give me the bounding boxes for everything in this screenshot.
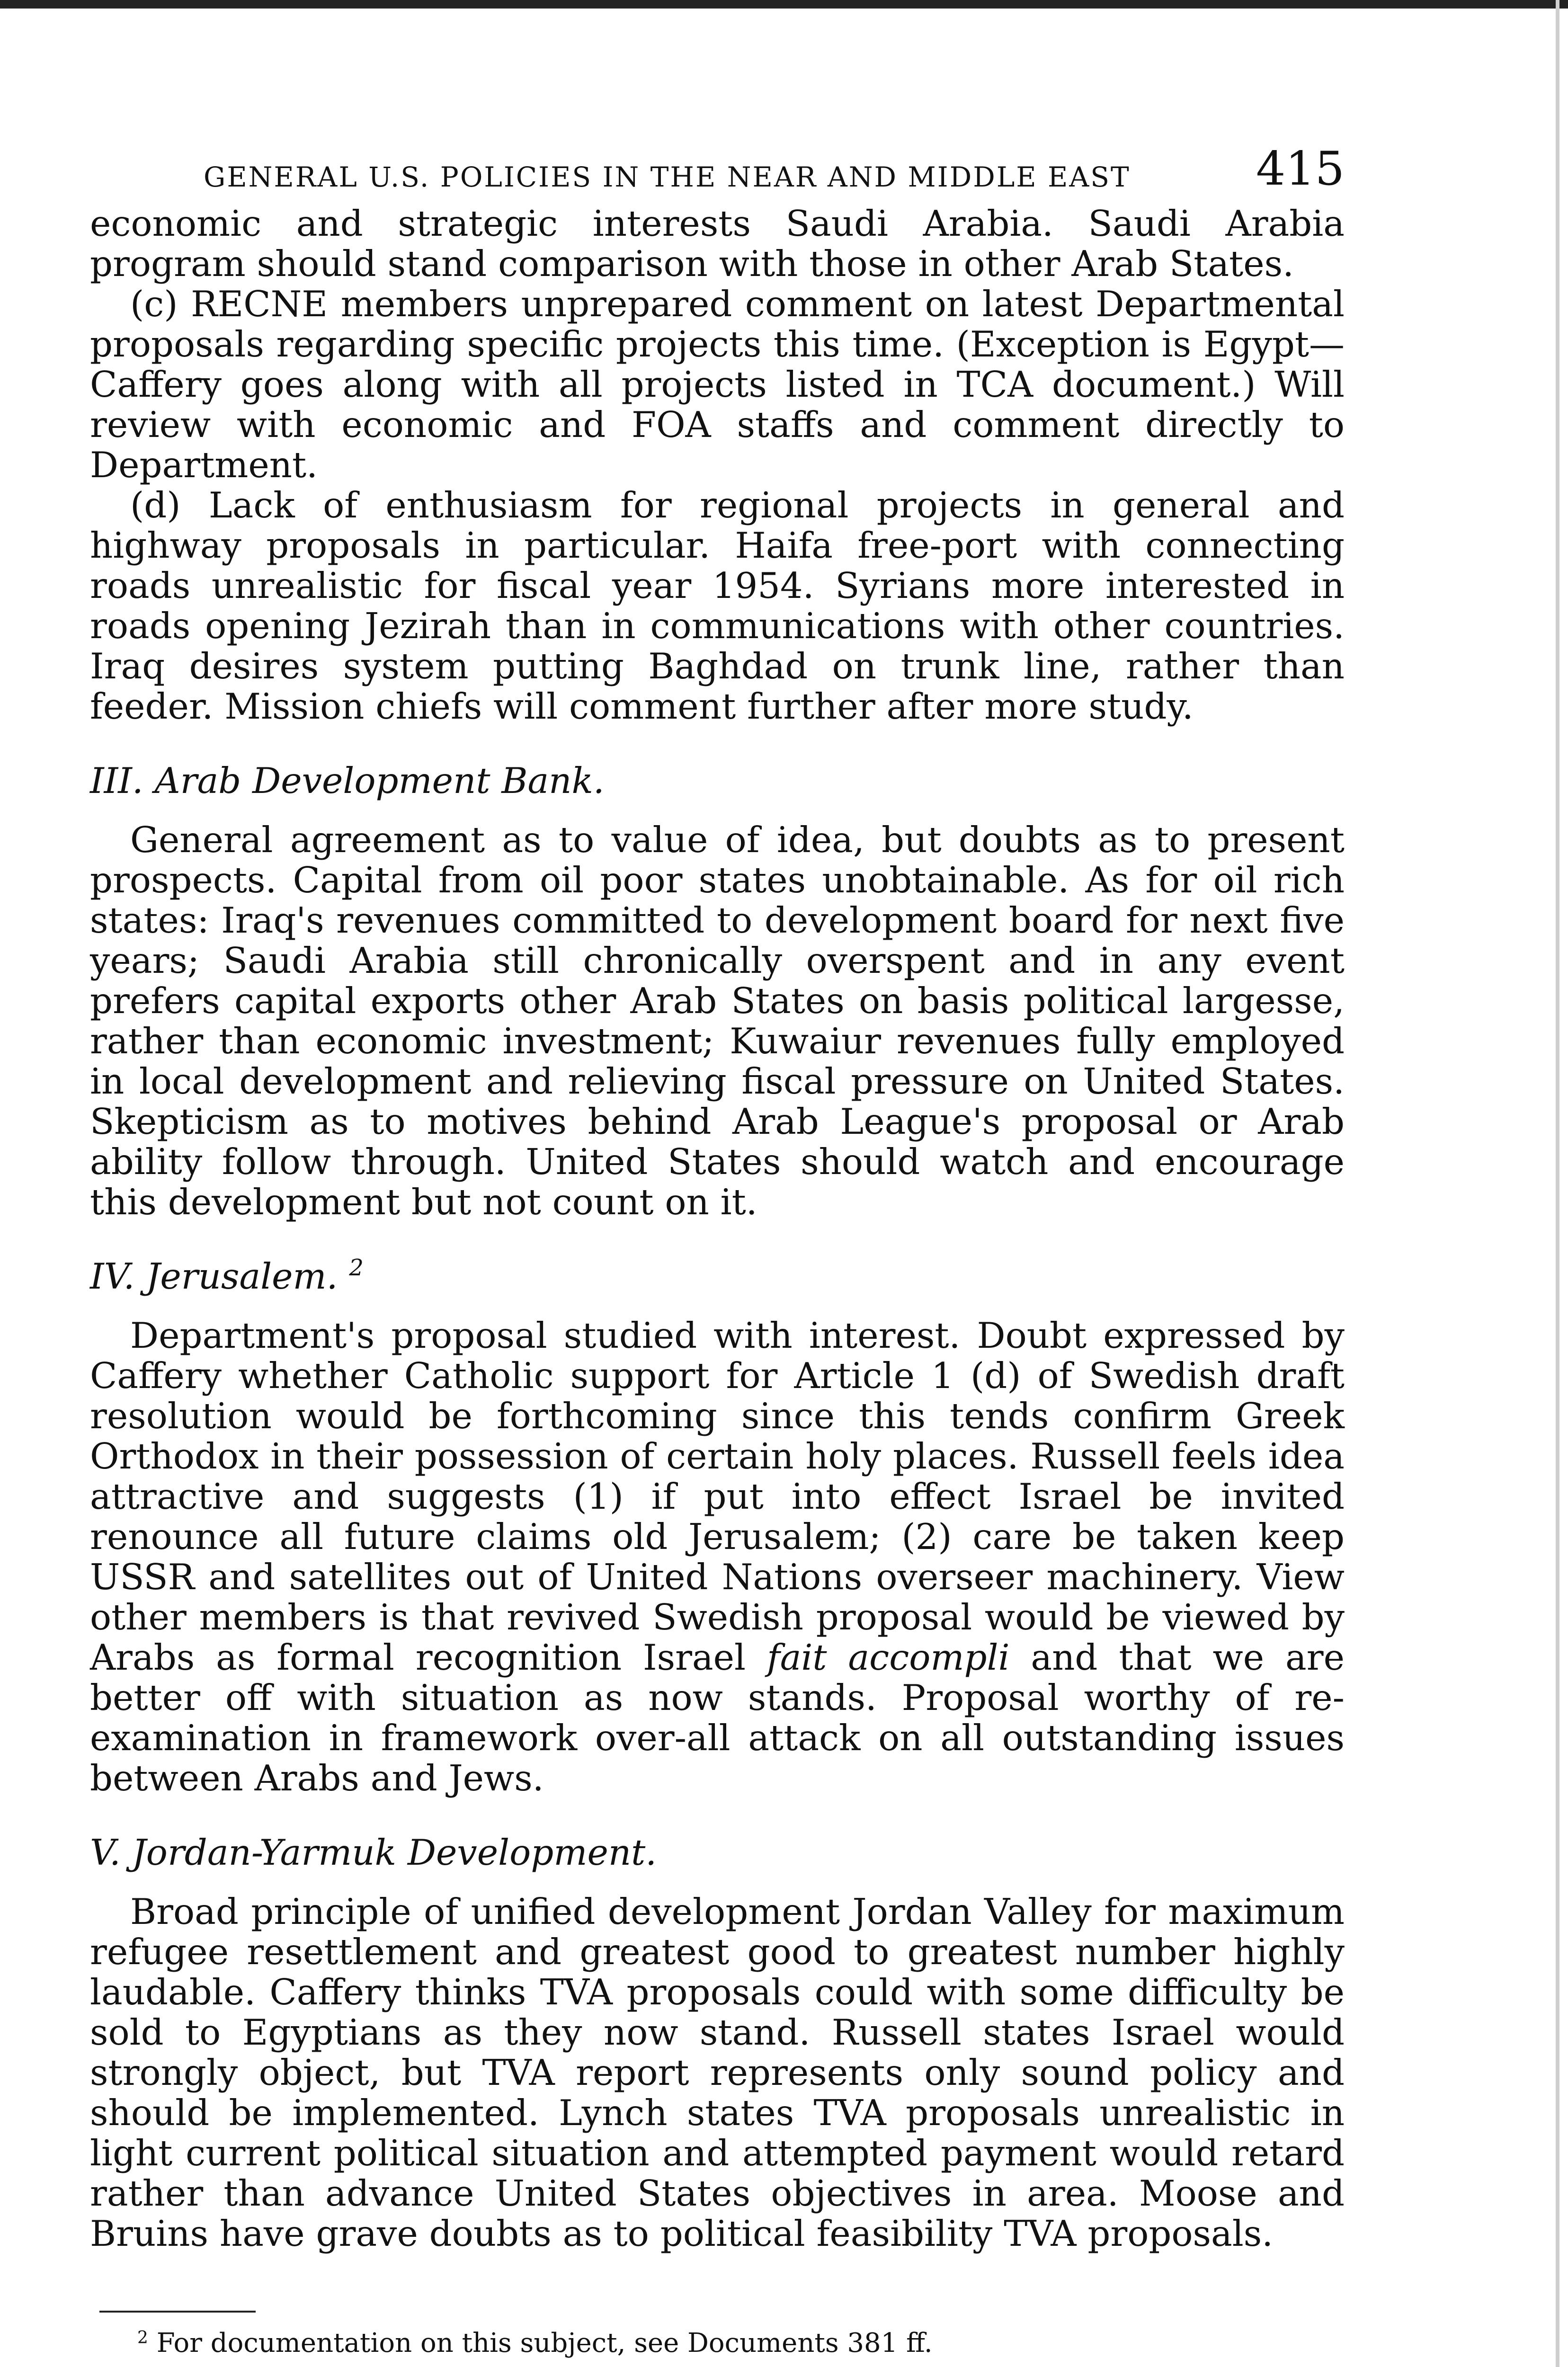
paragraph-jerusalem-part-a: Department's proposal studied with interest. Doubt expressed by Caffery whether Catholic support for Article 1 (d) of Swedish draft resolution would be forthcoming since this tends confirm Greek Orthodox in their possession of certain holy places. Russell feels idea attractive and suggests (1) if put into effect Israel be invited renounce all future claims old Jerusalem; (2) care be taken keep USSR and satellites out of United Nations overseer machinery. View other members is that revived Swedish proposal would be viewed by Arabs as formal recognition Israel (90, 1315, 1345, 1678)
paragraph-jordan-yarmuk: Broad principle of unified development Jordan Valley for maximum refugee resettlement and greatest good to greatest number highly laudable. Caffery thinks TVA proposals could with some difficulty be sold to Egyptians as they now stand. Russell states Israel would strongly object, but TVA report represents only sound policy and should be implemented. Lynch states TVA proposals unrealistic in light current political situation and attempted payment would retard rather than advance United States objectives in area. Moose and Bruins have grave doubts as to political feasibility TVA proposals. (90, 1891, 1345, 2254)
section-heading-jerusalem-text: IV. Jerusalem. (90, 1255, 338, 1297)
page-edge-shadow (1556, 0, 1559, 2367)
footnote-marker: 2 (137, 2328, 148, 2348)
italic-phrase: fait accompli (766, 1637, 1010, 1678)
top-border-rule (0, 0, 1568, 9)
section-heading-jordan-yarmuk: V. Jordan-Yarmuk Development. (90, 1832, 657, 1873)
paragraph-c: (c) RECNE members unprepared comment on latest Departmental proposals regarding specific projects this time. (Exception is Egypt—Caffery goes along with all projects listed in TCA document.) Will review with economic and FOA staffs and comment directly to Department. (90, 283, 1345, 486)
footnote-separator (99, 2311, 256, 2313)
section-heading-jerusalem (90, 1256, 1345, 1297)
page-number: 415 (1256, 142, 1345, 196)
footnote (90, 2327, 1345, 2360)
paragraph-jerusalem (90, 1316, 1345, 1798)
paragraph-arab-development-bank: General agreement as to value of idea, but doubts as to present prospects. Capital from oil poor states unobtainable. As for oil rich states: Iraq's revenues committed to development board for next five years; Saudi Arabia still chronically overspent and in any event prefers capital exports other Arab States on basis political largesse, rather than economic investment; Kuwaiur revenues fully employed in local development and relieving fiscal pressure on United States. Skepticism as to motives behind Arab League's proposal or Arab ability follow through. United States should watch and encourage this development but not count on it. (90, 819, 1345, 1223)
paragraph-intro: economic and strategic interests Saudi Arabia. Saudi Arabia program should stand comparison with those in other Arab States. (90, 203, 1345, 285)
running-title: GENERAL U.S. POLICIES IN THE NEAR AND MIDDLE EAST (204, 161, 1131, 193)
paragraph-d: (d) Lack of enthusiasm for regional projects in general and highway proposals in particular. Haifa free-port with connecting roads unrealistic for fiscal year 1954. Syrians more interested in roads opening Jezirah than in communications with other countries. Iraq desires system putting Baghdad on trunk line, rather than feeder. Mission chiefs will comment further after more study. (90, 484, 1345, 727)
section-heading-arab-development-bank: III. Arab Development Bank. (90, 760, 605, 801)
footnote-reference[interactable]: 2 (349, 1255, 364, 1281)
document-page (90, 133, 1345, 2360)
running-head (90, 133, 1345, 204)
footnote-text: For documentation on this subject, see Documents 381 ff. (156, 2328, 933, 2358)
paragraph-jerusalem-part-b: and that we are better off with situation as now stands. Proposal worthy of re-examination in framework over-all attack on all outstanding issues between Arabs and Jews. (90, 1637, 1345, 1799)
